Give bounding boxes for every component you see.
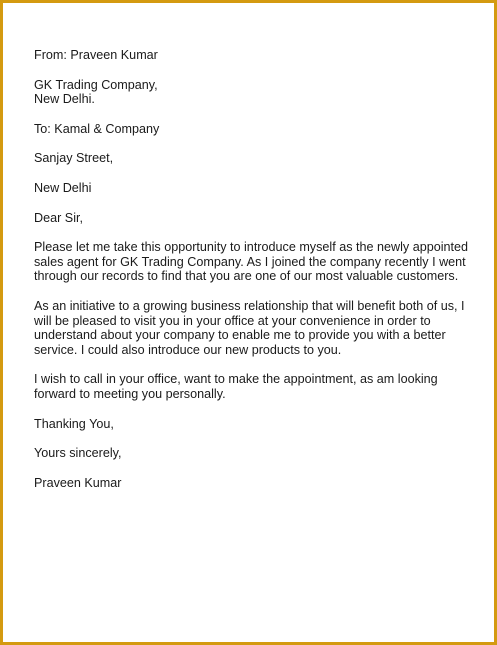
paragraph-appointment: I wish to call in your office, want to make the appointment, as am looking forward to meeting you personally. bbox=[34, 372, 438, 401]
closing-line: Yours sincerely, bbox=[34, 446, 122, 461]
from-line: From: Praveen Kumar bbox=[34, 48, 158, 62]
signature: Praveen Kumar bbox=[34, 475, 122, 490]
recipient-street: Sanjay Street, bbox=[34, 151, 114, 166]
letter-body bbox=[34, 48, 474, 505]
to-line: To: Kamal & Company bbox=[34, 121, 160, 136]
paragraph-initiative: As an initiative to a growing business relationship that will benefit both of us, I will be pleased to visit you in your office at your convenience in order to understand about your company to enable me to provide you with a better service. I could also introduce our new products to you. bbox=[34, 298, 465, 357]
paragraph-introduction: Please let me take this opportunity to introduce myself as the newly appointed sales agent for GK Trading Company. As I joined the company recently I went through our records to find that you are one of our most valuable customers. bbox=[34, 240, 469, 284]
salutation: Dear Sir, bbox=[34, 210, 83, 225]
sender-address: GK Trading Company, New Delhi. bbox=[34, 77, 158, 107]
recipient-city: New Delhi bbox=[34, 180, 92, 195]
thanks-line: Thanking You, bbox=[34, 416, 114, 431]
